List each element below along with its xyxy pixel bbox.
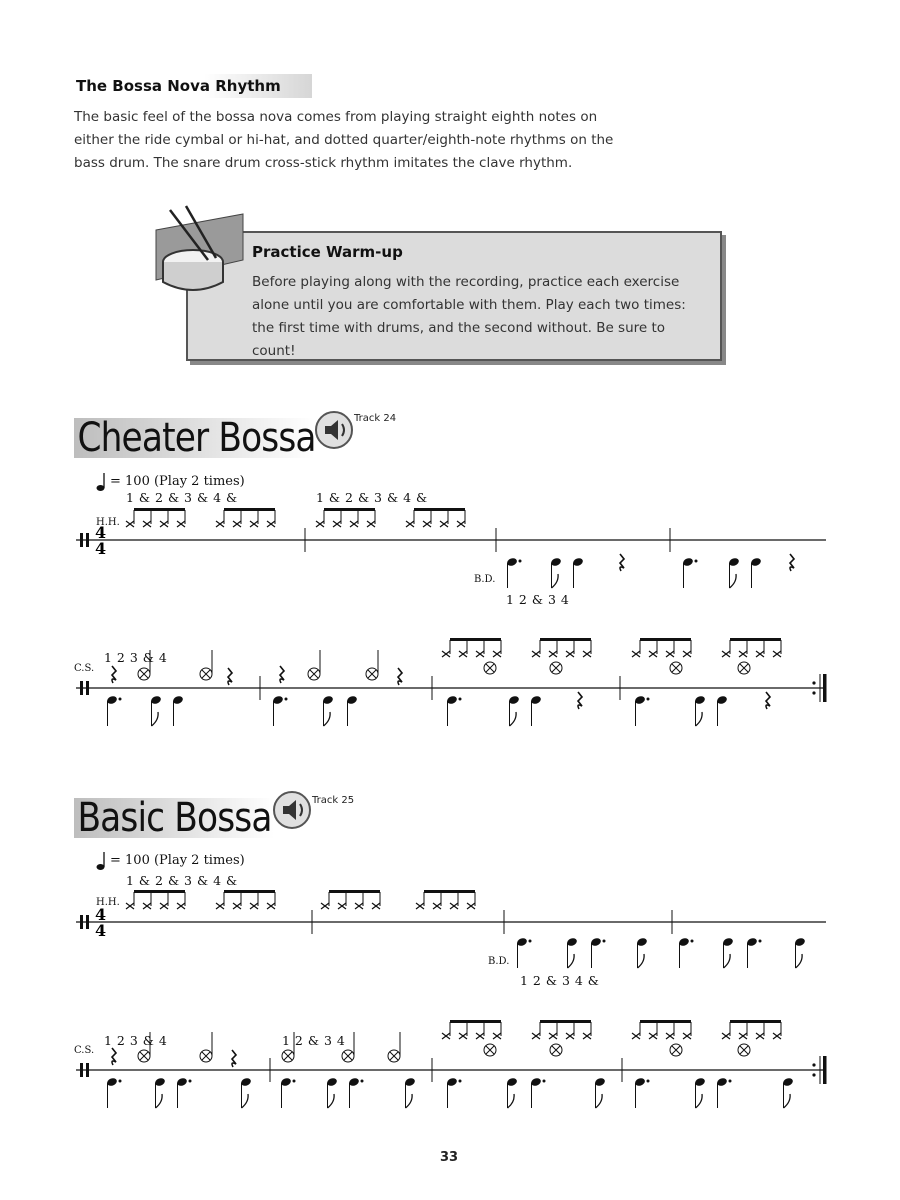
count-cs: 1 2 3 & 4 [104, 650, 168, 665]
warmup-title: Practice Warm-up [252, 243, 403, 261]
count-bd: 1 2 & 3 4 & [520, 973, 600, 988]
drum-icon [148, 200, 248, 300]
drum-staff-3 [0, 882, 900, 1002]
hh-label: H.H. [96, 897, 120, 908]
track-label: Track 24 [354, 413, 397, 424]
piece-title: Basic Bossa [77, 795, 272, 841]
count-hh-1: 1 & 2 & 3 & 4 & [126, 490, 238, 505]
svg-text:4: 4 [95, 921, 107, 940]
svg-text:4: 4 [95, 539, 107, 558]
count-hh-1: 1 & 2 & 3 & 4 & [126, 873, 238, 888]
cs-label: C.S. [74, 1045, 95, 1056]
drum-staff-1 [0, 500, 900, 620]
bd-label: B.D. [488, 956, 510, 967]
page-number: 33 [440, 1150, 459, 1165]
count-bd: 1 2 & 3 4 [506, 592, 570, 607]
piece-title: Cheater Bossa [77, 415, 316, 461]
svg-text:4: 4 [95, 905, 107, 924]
count-hh-2: 1 & 2 & 3 & 4 & [316, 490, 428, 505]
count-cs-2: 1 2 & 3 4 [282, 1033, 346, 1048]
bd-label: B.D. [474, 574, 496, 585]
drum-staff-2 [0, 648, 900, 768]
hh-label: H.H. [96, 517, 120, 528]
track-label: Track 25 [312, 795, 355, 806]
tempo-marking: = 100 (Play 2 times) [110, 853, 245, 868]
quarter-note-icon [96, 851, 108, 871]
speaker-icon [272, 790, 316, 830]
count-cs-1: 1 2 3 & 4 [104, 1033, 168, 1048]
warmup-text: Before playing along with the recording, practice each exercise alone until you are comfortable with them. Play each two times: the first time with drums, and the second without. Be sure to count! [252, 274, 686, 359]
section-heading: The Bossa Nova Rhythm [72, 74, 312, 98]
tempo-marking: = 100 (Play 2 times) [110, 474, 245, 489]
svg-text:4: 4 [95, 523, 107, 542]
warmup-box [186, 231, 722, 361]
cs-label: C.S. [74, 663, 95, 674]
intro-paragraph: The basic feel of the bossa nova comes from playing straight eighth notes on either the ride cymbal or hi-hat, and dotted quarter/eighth-note rhythms on the bass drum. The snare drum cross-stick rhythm imitates the clave rhythm. [74, 109, 614, 171]
drum-staff-4 [0, 1030, 900, 1150]
speaker-icon [314, 410, 358, 450]
quarter-note-icon [96, 472, 108, 492]
